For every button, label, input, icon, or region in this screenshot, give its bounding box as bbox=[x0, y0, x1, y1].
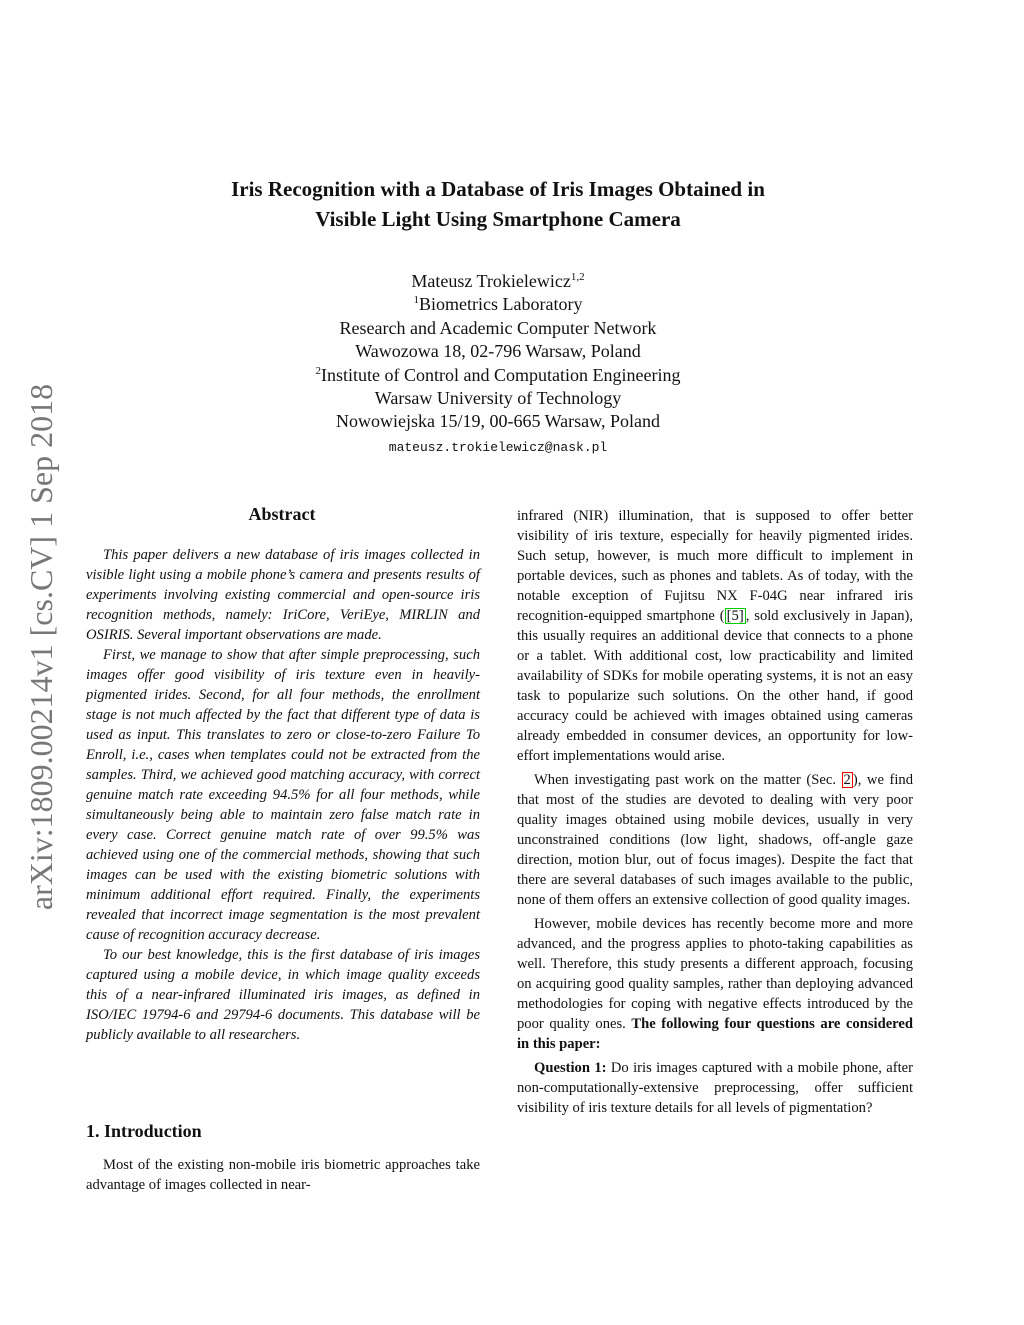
right-paragraph-1 bbox=[517, 506, 913, 766]
section-reference-link[interactable]: 2 bbox=[843, 772, 851, 788]
introduction-heading: 1. Introduction bbox=[86, 1121, 202, 1141]
right-paragraph-2-text-b: ), we find that most of the studies are devoted to dealing with very poor quality images obtained using mobile devices, usually in very unconstrained conditions (low light, shadows, off-angle gaze direction, motion blur, out of focus images). Despite the fact that there are several databases of such images available to the public, none of them offers an extensive collection of good quality images. bbox=[517, 772, 913, 908]
abstract-body bbox=[86, 545, 480, 1045]
abstract-heading: Abstract bbox=[248, 504, 316, 524]
paper-title bbox=[150, 174, 846, 234]
question-1-label: Question 1: bbox=[534, 1060, 607, 1076]
affiliation-1-address: Wawozowa 18, 02-796 Warsaw, Poland bbox=[355, 341, 641, 362]
title-line-1: Iris Recognition with a Database of Iris Images Obtained in bbox=[231, 177, 765, 201]
right-column bbox=[517, 506, 913, 1118]
author-block bbox=[200, 270, 796, 459]
question-1-paragraph bbox=[517, 1058, 913, 1118]
affiliation-2-name-line bbox=[200, 364, 796, 387]
right-paragraph-1-text-a: infrared (NIR) illumination, that is supposed to offer better visibility of iris texture, especially for heavily pigmented irides. Such setup, however, is much more difficult to implement in portable devices, such as phones and tablets. As of today, with the notable exception of Fujitsu NX F-04G near infrared iris recognition-equipped smartphone ( bbox=[517, 508, 913, 624]
affiliation-2-address: Nowowiejska 15/19, 00-665 Warsaw, Poland bbox=[335, 411, 660, 432]
right-paragraph-3 bbox=[517, 914, 913, 1054]
title-line-2: Visible Light Using Smartphone Camera bbox=[315, 207, 681, 231]
abstract-paragraph-2: First, we manage to show that after simple preprocessing, such images offer good visibility of iris texture even in heavily-pigmented irides. Second, for all four methods, the enrollment stage is not much affected by the fact that different type of data is used as input. This translates to zero or close-to-zero Failure To Enroll, i.e., cases when templates could not be extracted from the samples. Third, we achieved good matching accuracy, with correct genuine match rate exceeding 94.5% for all four methods, while simultaneously being able to maintain zero false match rate in every case. Correct genuine match rate of over 99.5% was achieved using one of the commercial methods, showing that such images can be used with the existing biometric solutions with minimum additional effort required. Finally, the experiments revealed that incorrect image segmentation is the most prevalent cause of recognition accuracy decrease. bbox=[86, 647, 480, 943]
citation-link[interactable]: [5] bbox=[726, 608, 744, 624]
introduction-paragraph-1: Most of the existing non-mobile iris biometric approaches take advantage of images collected in near- bbox=[86, 1157, 480, 1193]
affiliation-1-name-line bbox=[200, 293, 796, 316]
question-1-text: Do iris images captured with a mobile phone, after non-computationally-extensive preprocessing, offer sufficient visibility of iris texture details for all levels of pigmentation? bbox=[517, 1060, 913, 1116]
introduction-body bbox=[86, 1155, 480, 1195]
author-superscript: 1,2 bbox=[570, 271, 585, 283]
affiliation-1-superscript: 1 bbox=[413, 294, 420, 307]
questions-lead-in: The following four questions are considered in this paper: bbox=[517, 1016, 913, 1052]
author-email[interactable]: mateusz.trokielewicz@nask.pl bbox=[388, 439, 608, 455]
affiliation-1-name: Biometrics Laboratory bbox=[419, 294, 583, 315]
author-name: Mateusz Trokielewicz bbox=[411, 271, 571, 291]
affiliation-2-org: Warsaw University of Technology bbox=[374, 388, 622, 409]
right-paragraph-2 bbox=[517, 770, 913, 910]
author-name-line bbox=[200, 270, 796, 293]
affiliation-1-org: Research and Academic Computer Network bbox=[339, 317, 657, 338]
right-paragraph-3-text: However, mobile devices has recently become more and more advanced, and the progress applies to photo-taking capabilities as well. Therefore, this study presents a different approach, focusing on acquiring good quality samples, rather than deploying advanced methodologies for coping with negative effects introduced by the poor quality ones. bbox=[517, 916, 913, 1032]
affiliation-2-name: Institute of Control and Computation Engineering bbox=[321, 364, 681, 385]
abstract-paragraph-1: This paper delivers a new database of iris images collected in visible light using a mobile phone’s camera and presents results of experiments involving existing commercial and open-source iris recognition methods, namely: IriCore, VeriEye, MIRLIN and OSIRIS. Several important observations are made. bbox=[86, 547, 480, 643]
right-paragraph-1-text-b: , sold exclusively in Japan), this usually requires an additional device that connects to a phone or a tablet. With additional cost, low practicability and limited availability of SDKs for mobile operating systems, it is not an easy task to popularize such solutions. On the other hand, if good accuracy could be achieved with images obtained using cameras already embedded in consumer devices, an opportunity for low-effort implementations would arise. bbox=[517, 608, 913, 764]
abstract-paragraph-3: To our best knowledge, this is the first database of iris images captured using a mobile device, in which image quality exceeds this of a near-infrared illuminated iris images, as defined in ISO/IEC 19794-6 and 29794-6 documents. This database will be publicly available to all researchers. bbox=[86, 947, 480, 1043]
right-paragraph-2-text-a: When investigating past work on the matter (Sec. bbox=[534, 772, 842, 788]
affiliation-2-superscript: 2 bbox=[315, 364, 322, 377]
arxiv-side-identifier: arXiv:1809.00214v1 [cs.CV] 1 Sep 2018 bbox=[23, 383, 59, 911]
